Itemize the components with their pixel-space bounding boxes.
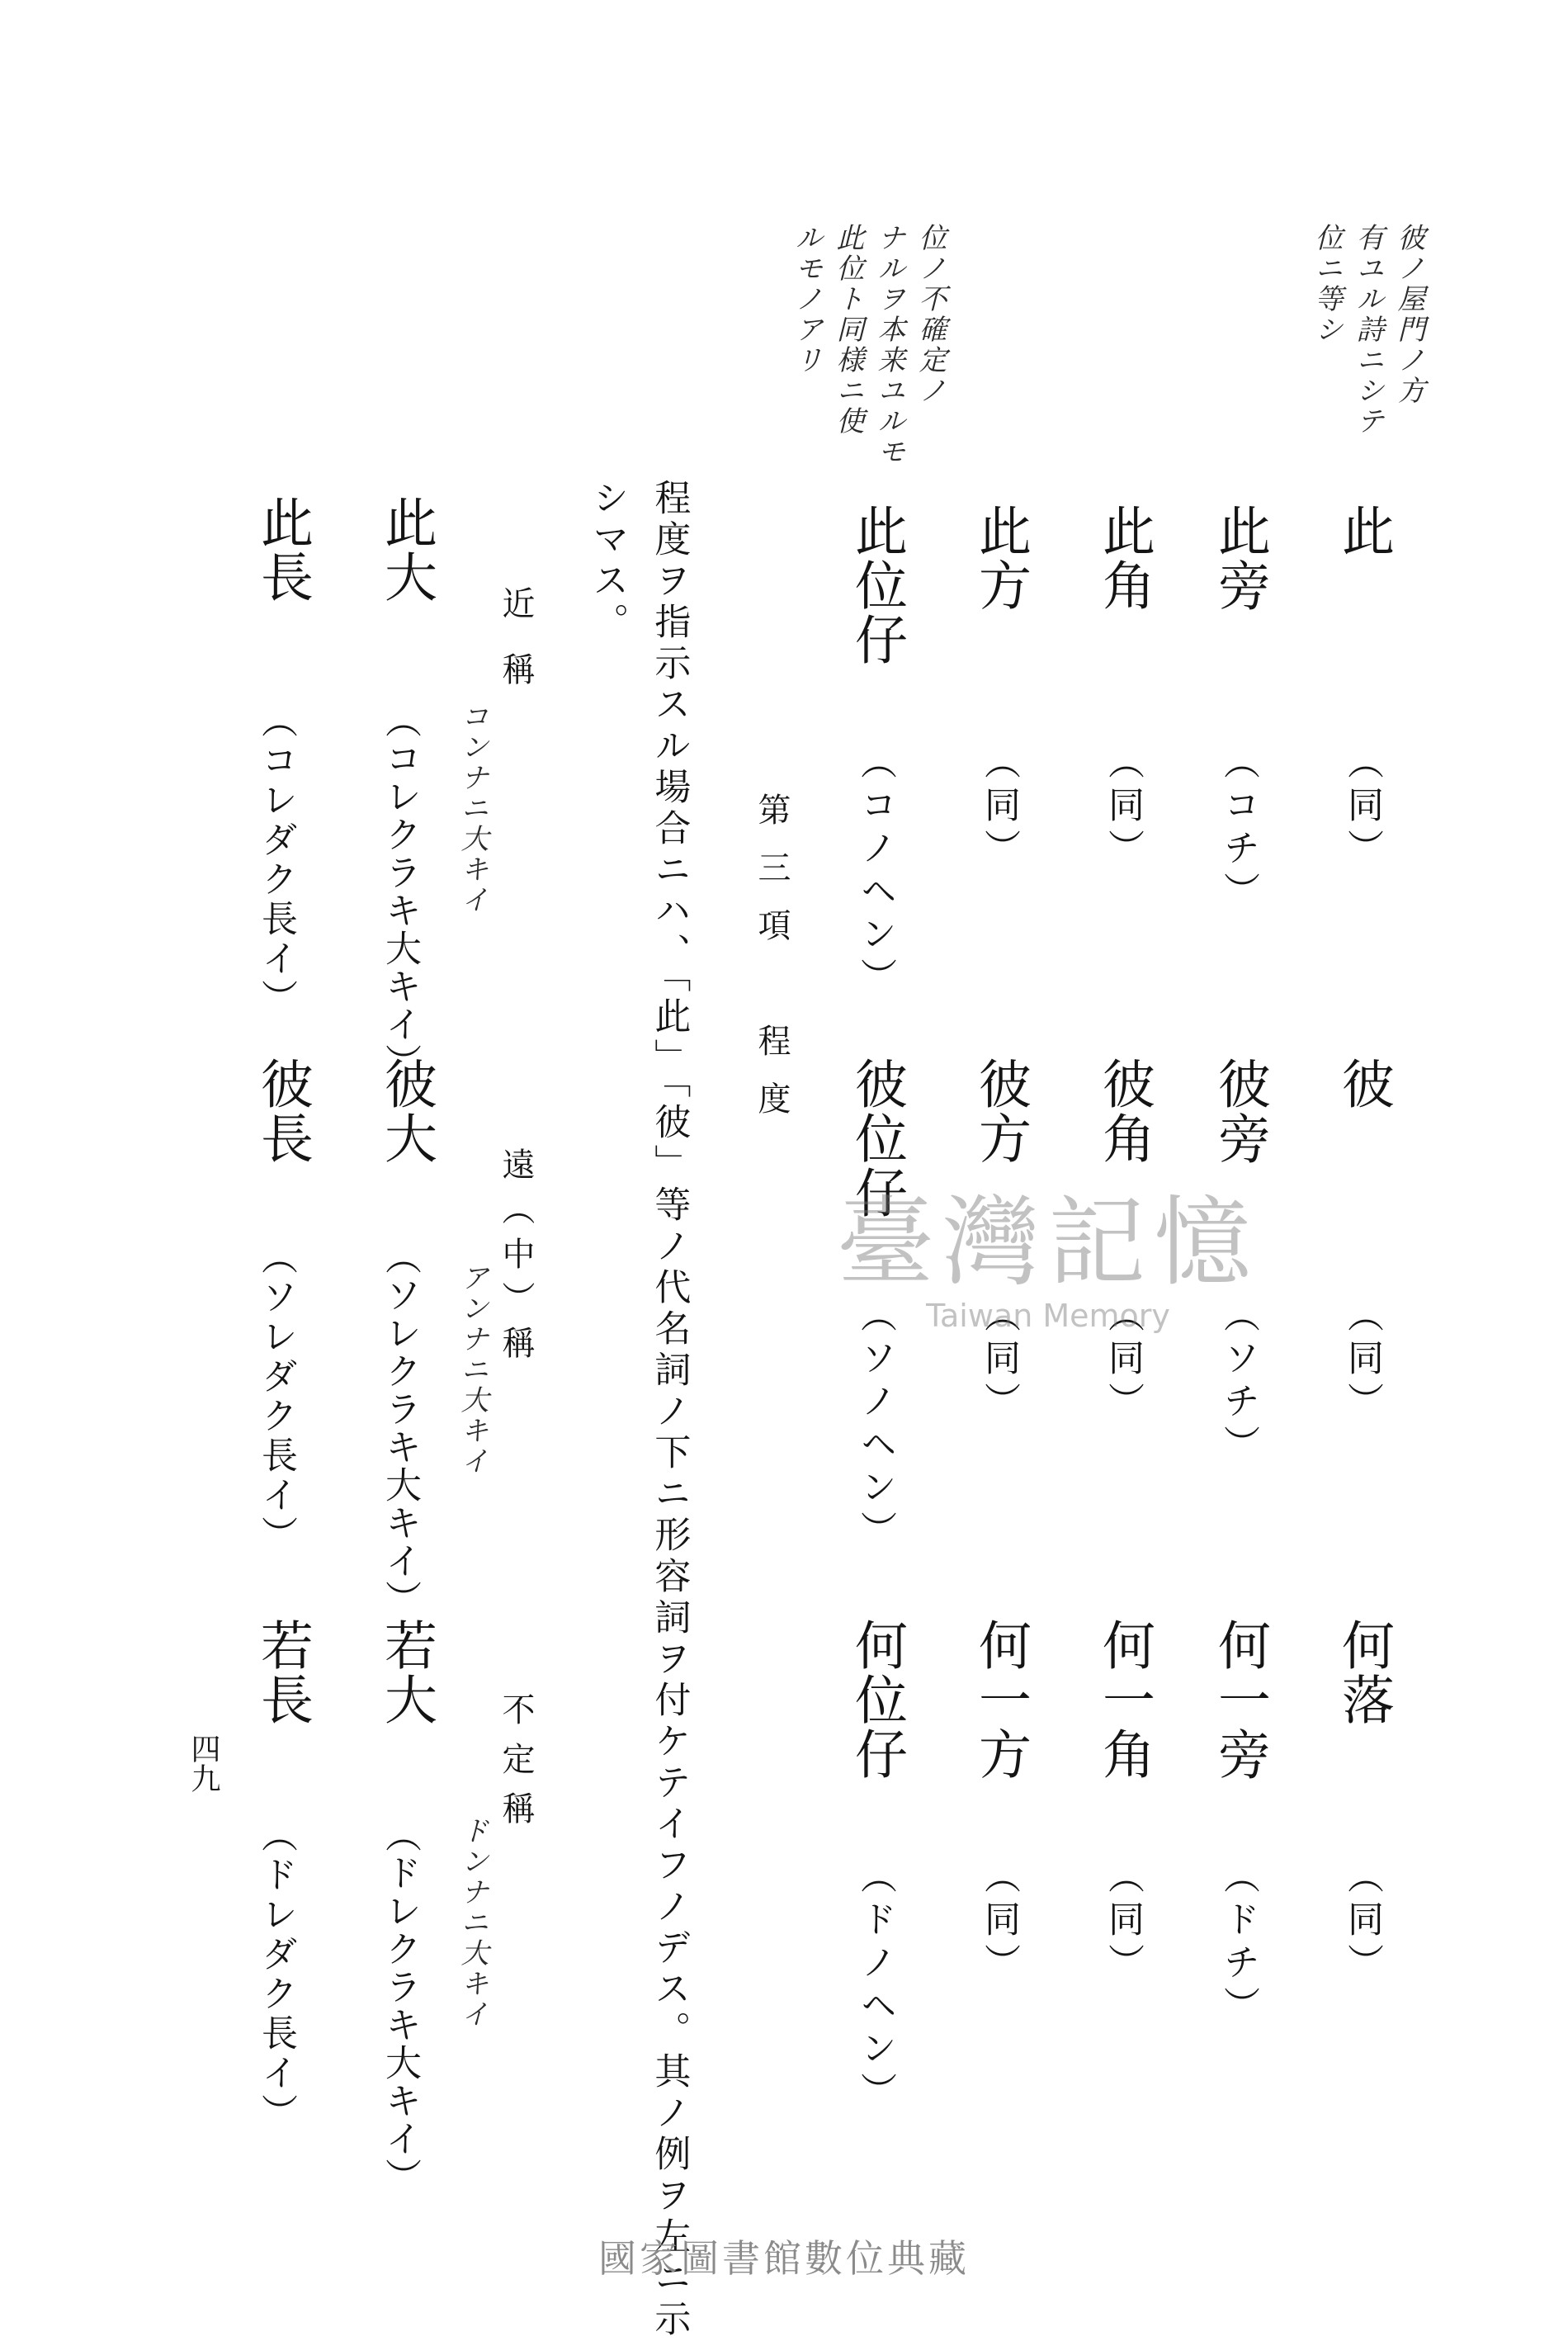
far-gloss-4: （同） [978,1296,1020,1425]
degree-indef-gloss-1: （ドレクラキ大キイ） [379,1816,421,2196]
degree-hand-note-3: ドンナニ大キイ [456,1816,489,2030]
far-term-3: 彼角 [1093,1057,1155,1166]
near-gloss-2: （コチ） [1217,743,1259,915]
far-term-1: 彼 [1333,1057,1394,1111]
far-term-5: 彼位仔 [846,1057,907,1220]
near-term-1: 此 [1333,504,1394,558]
handwritten-note-6: 此位ト同様ニ使 [831,223,864,437]
near-term-2: 此旁 [1209,504,1270,612]
near-header: 近稱 [497,586,535,718]
body-text-line-1: 程度ヲ指示スル場合ニハ、「此」「彼」等ノ代名詞ノ下ニ形容詞ヲ付ケテイフノデス。其ノ例ヲ左ニ示 [648,479,691,2341]
degree-far-gloss-1: （ソレクラキ大キイ） [379,1238,421,1618]
handwritten-note-5: ナルヲ本来ユルモ [872,223,905,467]
watermark-english: Taiwan Memory [926,1298,1170,1334]
near-gloss-1: （同） [1341,743,1383,872]
section-heading: 第三項 程度 [753,792,791,1139]
indef-gloss-4: （同） [978,1857,1020,1986]
watermark-chinese: 臺灣記憶 [836,1185,1259,1299]
degree-near-gloss-2: （コレダク長イ） [255,702,297,1019]
far-term-4: 彼方 [970,1057,1031,1166]
indef-gloss-5: （ドノヘン） [854,1857,896,2115]
degree-indef-gloss-2: （ドレダク長イ） [255,1816,297,2133]
body-text-line-2: シマス。 [586,479,629,644]
degree-hand-note-1: コンナニ大キイ [456,702,489,915]
handwritten-note-3: 位ニ等シ [1310,223,1343,345]
page-number: 四九 [187,1733,220,1793]
degree-hand-note-2: アンナニ大キイ [456,1263,489,1477]
near-gloss-4: （同） [978,743,1020,872]
near-term-3: 此角 [1093,504,1155,612]
near-gloss-5: （コノヘン） [854,743,896,1000]
indefinite-header: 不定稱 [497,1692,535,1841]
far-gloss-1: （同） [1341,1296,1383,1425]
indef-term-4: 何一方 [970,1618,1031,1781]
indef-term-2: 何一旁 [1209,1618,1270,1781]
degree-far-term-1: 彼大 [375,1057,437,1166]
indef-term-1: 何落 [1333,1618,1394,1727]
indef-gloss-3: （同） [1102,1857,1144,1986]
far-gloss-3: （同） [1102,1296,1144,1425]
far-gloss-2: （ソチ） [1217,1296,1259,1468]
degree-near-term-2: 此長 [252,495,313,604]
near-term-5: 此位仔 [846,504,907,667]
far-term-2: 彼旁 [1209,1057,1270,1166]
degree-near-term-1: 此大 [375,495,437,604]
far-gloss-5: （ソノヘン） [854,1296,896,1554]
degree-far-term-2: 彼長 [252,1057,313,1166]
indef-gloss-2: （ドチ） [1217,1857,1259,2029]
indef-gloss-1: （同） [1341,1857,1383,1986]
degree-near-gloss-1: （コレクラキ大キイ） [379,702,421,1081]
indef-term-3: 何一角 [1093,1618,1155,1781]
indef-term-5: 何位仔 [846,1618,907,1781]
near-gloss-3: （同） [1102,743,1144,872]
degree-indef-term-1: 若大 [375,1618,437,1727]
degree-far-gloss-2: （ソレダク長イ） [255,1238,297,1555]
handwritten-note-7: ルモノアリ [790,223,823,376]
watermark [792,1164,1304,1334]
handwritten-note-2: 有ユル詩ニシテ [1351,223,1384,437]
far-header: 遠（中）稱 [497,1147,535,1370]
footer-credit: 國家圖書館數位典藏 [598,2236,970,2281]
handwritten-note-4: 位ノ不確定ノ [914,223,947,406]
near-term-4: 此方 [970,504,1031,612]
handwritten-note-1: 彼ノ屋門ノ方 [1392,223,1425,406]
degree-indef-term-2: 若長 [252,1618,313,1727]
